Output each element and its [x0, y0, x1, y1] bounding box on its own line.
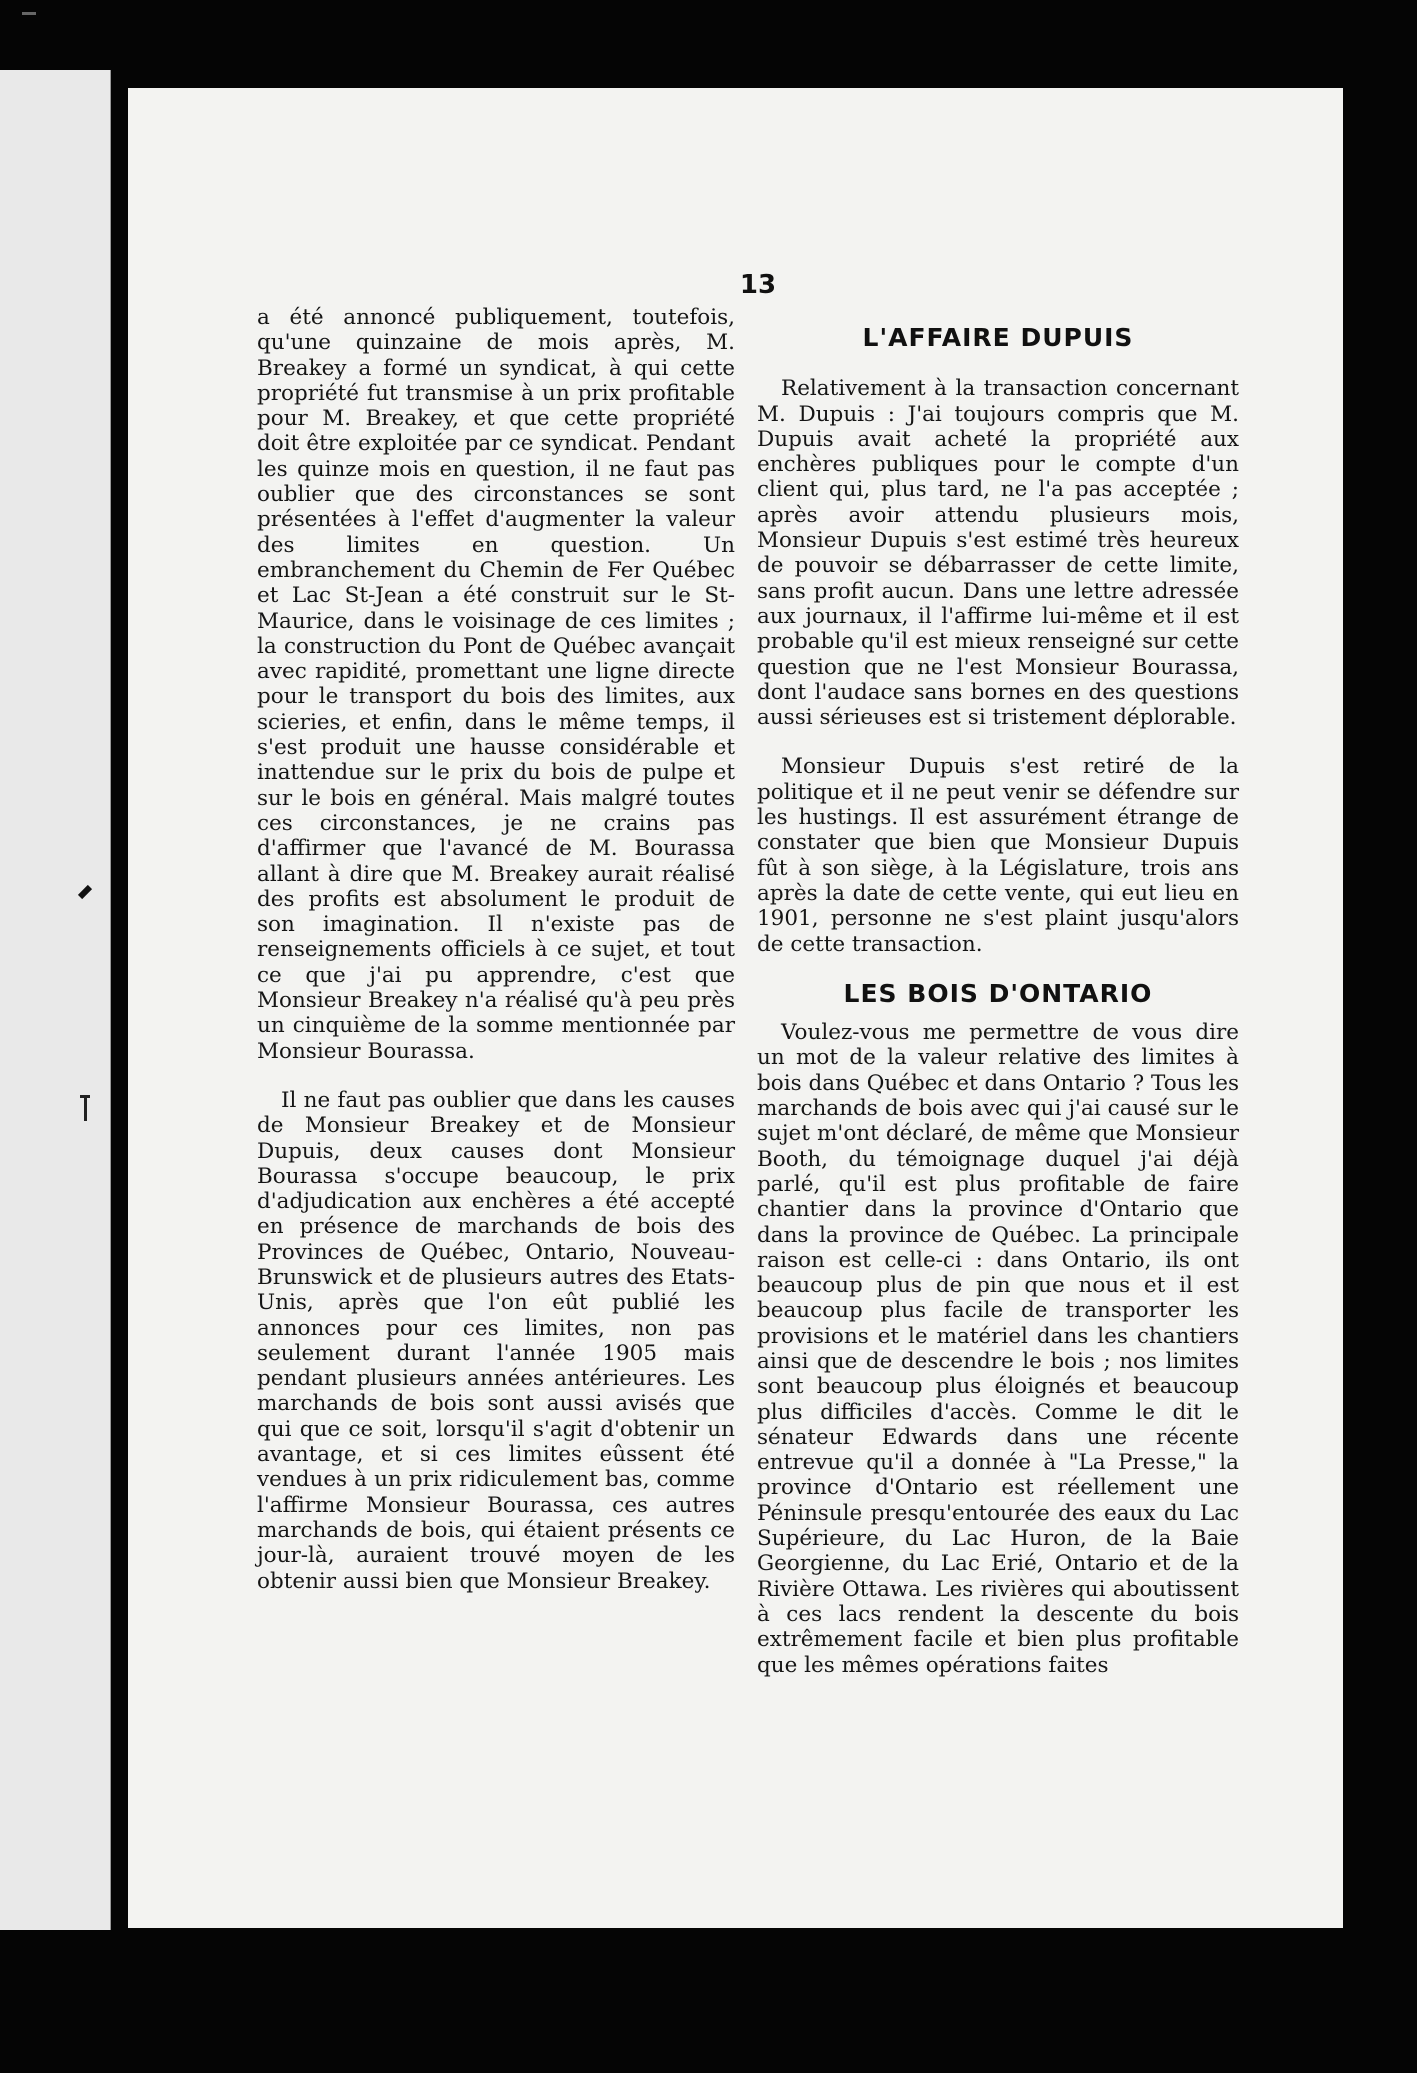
right-column: [757, 305, 1239, 1702]
paragraph: Monsieur Dupuis s'est retiré de la politique et il ne peut venir se défendre sur les hustings. Il est assurément étrange de constater que bien que Monsieur Dupuis fût à son siège, à la Législature, trois ans après la date de cette vente, qui eut lieu en 1901, personne ne s'est plaint jusqu'alors de cette transaction.: [757, 754, 1239, 957]
section-heading: L'AFFAIRE DUPUIS: [862, 323, 1134, 352]
paragraph: Il ne faut pas oublier que dans les causes de Monsieur Breakey et de Monsieur Dupuis, deux causes dont Monsieur Bourassa s'occupe beaucoup, le prix d'adjudication aux enchères a été accepté en présence de marchands de bois des Provinces de Québec, Ontario, Nouveau-Brunswick et de plusieurs autres des Etats-Unis, après que l'on eût publié les annonces pour ces limites, non pas seulement durant l'année 1905 mais pendant plusieurs années antérieures. Les marchands de bois sont aussi avisés que qui que ce soit, lorsqu'il s'agit d'obtenir un avantage, et si ces limites eûssent été vendues à un prix ridiculement bas, comme l'affirme Monsieur Bourassa, ces autres marchands de bois, qui étaient présents ce jour-là, auraient trouvé moyen de les obtenir aussi bien que Monsieur Breakey.: [257, 1087, 735, 1594]
page-number: 13: [739, 270, 777, 300]
previous-page-edge: [0, 70, 111, 1930]
paragraph: a été annoncé publiquement, toutefois, qu'une quinzaine de mois après, M. Breakey a formé un syndicat, à qui cette propriété fut transmise à un prix profitable pour M. Breakey, et que cette propriété doit être exploitée par ce syndicat. Pendant les quinze mois en question, il ne faut pas oublier que des circonstances se sont présentées à l'effet d'augmenter la valeur des limites en question. Un embranchement du Chemin de Fer Québec et Lac St-Jean a été construit sur le St-Maurice, dans le voisinage de ces limites ; la construction du Pont de Québec avançait avec rapidité, promettant une ligne directe pour le transport du bois des limites, aux scieries, et enfin, dans le même temps, il s'est produit une hausse considérable et inattendue sur le prix du bois de pulpe et sur le bois en général. Mais malgré toutes ces circonstances, je ne crains pas d'affirmer que l'avancé de M. Bourassa allant à dire que M. Breakey aurait réalisé des profits est absolument le produit de son imagination. Il n'existe pas de renseignements officiels à ce sujet, et tout ce que j'ai pu apprendre, c'est que Monsieur Breakey n'a réalisé qu'à peu près un cinquième de la somme mentionnée par Monsieur Bourassa.: [257, 305, 735, 1064]
margin-mark: [84, 1095, 87, 1121]
scan-edge-mark: [22, 12, 36, 15]
margin-mark: [78, 885, 92, 899]
left-column: [257, 305, 735, 1618]
section-heading: LES BOIS D'ONTARIO: [843, 978, 1153, 1008]
paragraph: Voulez-vous me permettre de vous dire un mot de la valeur relative des limites à bois dans Québec et dans Ontario ? Tous les marchands de bois avec qui j'ai causé sur le sujet m'ont déclaré, de même que Monsieur Booth, du témoignage duquel j'ai déjà parlé, qu'il est plus profitable de faire chantier dans la province d'Ontario que dans la province de Québec. La principale raison est celle-ci : dans Ontario, ils ont beaucoup plus de pin que nous et il est beaucoup plus facile de transporter les provisions et le matériel dans les chantiers ainsi que de descendre le bois ; nos limites sont beaucoup plus éloignés et beaucoup plus difficiles d'accès. Comme le dit le sénateur Edwards dans une récente entrevue qu'il a donnée à "La Presse," la province d'Ontario est réellement une Péninsule presqu'entourée des eaux du Lac Supérieure, du Lac Huron, de la Baie Georgienne, du Lac Erié, Ontario et de la Rivière Ottawa. Les rivières qui aboutissent à ces lacs rendent la descente du bois extrêmement facile et bien plus profitable que les mêmes opérations faites: [757, 1020, 1239, 1678]
paragraph: Relativement à la transaction concernant M. Dupuis : J'ai toujours compris que M. Dupuis avait acheté la propriété aux enchères publiques pour le compte d'un client qui, plus tard, ne l'a pas acceptée ; après avoir attendu plusieurs mois, Monsieur Dupuis s'est estimé très heureux de pouvoir se débarrasser de cette limite, sans profit aucun. Dans une lettre adressée aux journaux, il l'affirme lui-même et il est probable qu'il est mieux renseigné sur cette question que ne l'est Monsieur Bourassa, dont l'audace sans bornes en des questions aussi sérieuses est si tristement déplorable.: [757, 376, 1239, 731]
